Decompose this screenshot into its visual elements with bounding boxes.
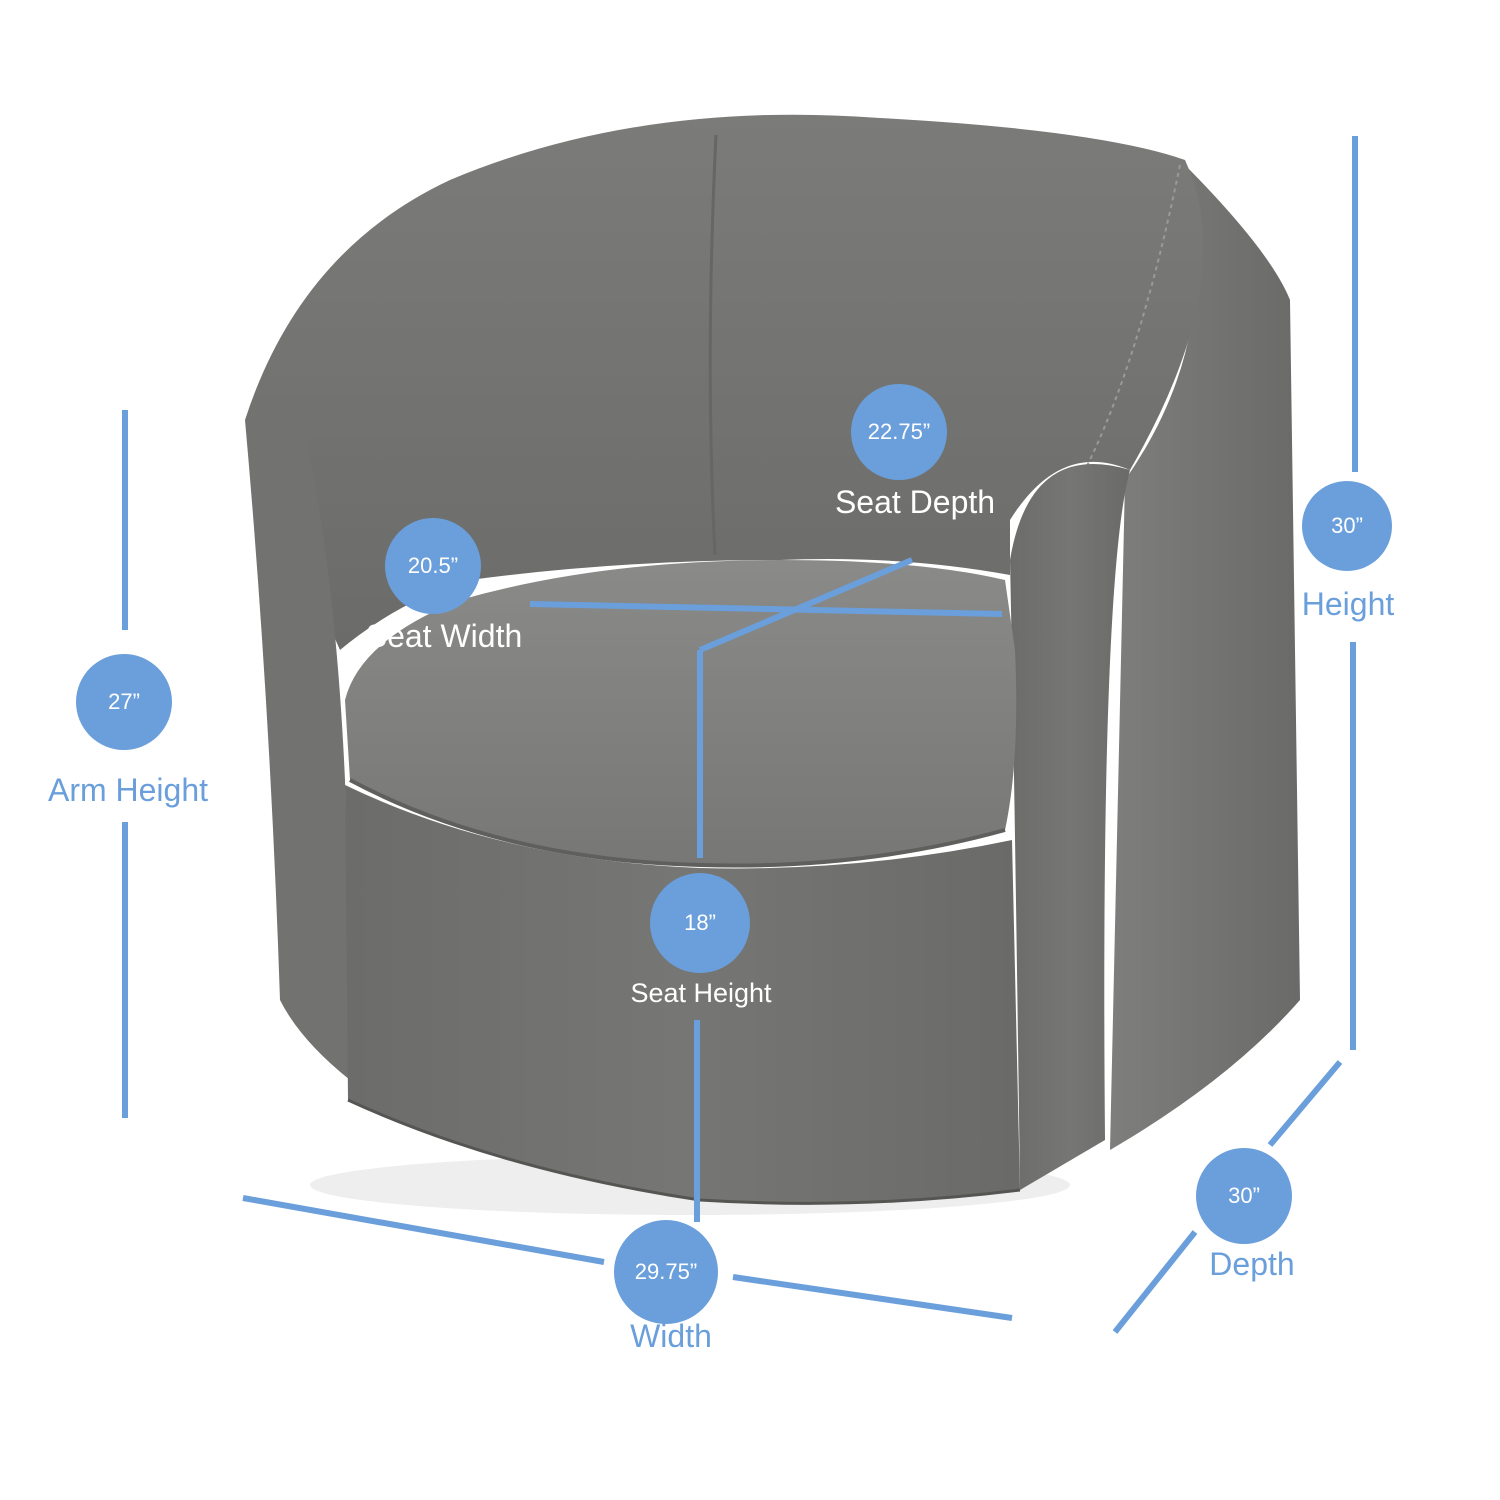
seat-height-value: 18” bbox=[684, 910, 716, 935]
seat-depth-value: 22.75” bbox=[867, 419, 931, 444]
seat-height-label: Seat Height bbox=[630, 978, 772, 1008]
width-badge bbox=[614, 1220, 718, 1324]
depth-line-bottom bbox=[1115, 1232, 1195, 1332]
width-value: 29.75” bbox=[634, 1259, 698, 1284]
depth-value: 30” bbox=[1228, 1183, 1260, 1208]
arm-height-value: 27” bbox=[108, 689, 140, 714]
seat-width-label: Seat Width bbox=[365, 618, 523, 654]
width-line-right bbox=[733, 1277, 1012, 1318]
seat-height-badge bbox=[650, 873, 750, 973]
arm-height-badge bbox=[76, 654, 172, 750]
seat-width-value: 20.5” bbox=[407, 553, 459, 578]
width-label: Width bbox=[630, 1318, 712, 1354]
height-value: 30” bbox=[1331, 513, 1363, 538]
depth-label: Depth bbox=[1209, 1246, 1295, 1282]
seat-width-badge bbox=[385, 518, 481, 614]
depth-line-top bbox=[1270, 1062, 1340, 1145]
seat-depth-badge bbox=[851, 384, 947, 480]
depth-badge bbox=[1196, 1148, 1292, 1244]
height-badge bbox=[1302, 481, 1392, 571]
height-label: Height bbox=[1301, 586, 1395, 622]
arm-height-label: Arm Height bbox=[47, 772, 209, 808]
seat-depth-label: Seat Depth bbox=[834, 484, 996, 520]
